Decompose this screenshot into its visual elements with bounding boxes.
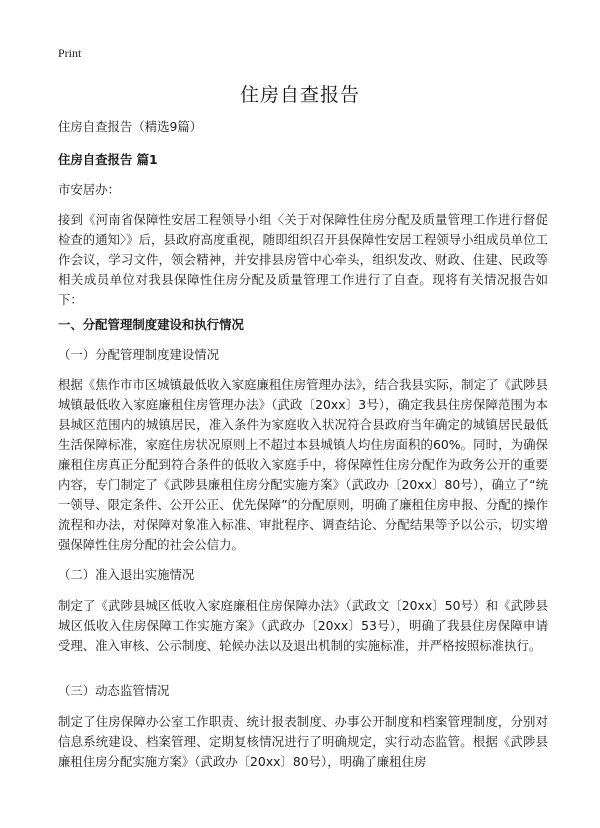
subsection-body-2: 制定了《武陟县城区低收入家庭廉租住房保障办法》（武政文〔20xx〕50号）和《武陟县城区低收入住房保障工作实施方案》（武政办〔20xx〕53号），明确了我县住房保障申请受理、准入审核、公示制度、轮候办法以及退出机制的实施标准，并严格按照标准执行。 (58, 598, 548, 653)
subsection-body-1: 根据《焦作市市区城镇最低收入家庭廉租住房管理办法》，结合我县实际，制定了《武陟县城镇最低收入家庭廉租住房管理办法》（武政〔20xx〕3号），确定我县住房保障范围为本县城区范围内的城镇居民，准入条件为家庭收入状况符合县政府当年确定的城镇居民最低生活保障标准，家庭住房状况原则上不超过本县城镇人均住房面积的60%。同时，为确保廉租住房真正分配到符合条件的低收入家庭手中，将保障性住房分配作为政务公开的重要内容，专门制定了《武陟县廉租住房分配实施方案》（武政办〔20xx〕80号），确立了“统一领导、限定条件、公开公正、优先保障”的分配原则，明确了廉租住房申报、分配的操作流程和办法，对保障对象准入标准、审批程序、调查结论、分配结果等予以公示，切实增强保障性住房分配的社会公信力。 (58, 377, 548, 552)
document-subtitle: 住房自查报告（精选9篇） (58, 119, 203, 134)
document-title: 住房自查报告 (239, 84, 360, 106)
subsection-heading-2: （二）准入退出实施情况 (58, 567, 195, 582)
intro-paragraph: 接到《河南省保障性安居工程领导小组〈关于对保障性住房分配及质量管理工作进行督促检查的通知〉》后，县政府高度重视，随即组织召开县保障性安居工程领导小组成员单位工作会议，学习文件，领会精神，并安排县房管中心牵头，组织发改、财政、住建、民政等相关成员单位对我县保障性住房分配及质量管理工作进行了自查。现将有关情况报告如下： (58, 212, 548, 307)
section-heading-1: 一、分配管理制度建设和执行情况 (58, 317, 244, 332)
subsection-heading-1: （一）分配管理制度建设情况 (58, 347, 220, 362)
addressee: 市安居办： (58, 182, 120, 197)
subsection-heading-3: （三）动态监管情况 (58, 683, 170, 698)
subsection-body-3: 制定了住房保障办公室工作职责、统计报表制度、办事公开制度和档案管理制度，分别对信息系统建设、档案管理、定期复核情况进行了明确规定，实行动态监管。根据《武陟县廉租住房分配实施方案》（武政办〔20xx〕80号），明确了廉租住房 (58, 714, 548, 769)
part-heading: 住房自查报告 篇1 (58, 152, 158, 167)
print-label: Print (58, 46, 82, 60)
